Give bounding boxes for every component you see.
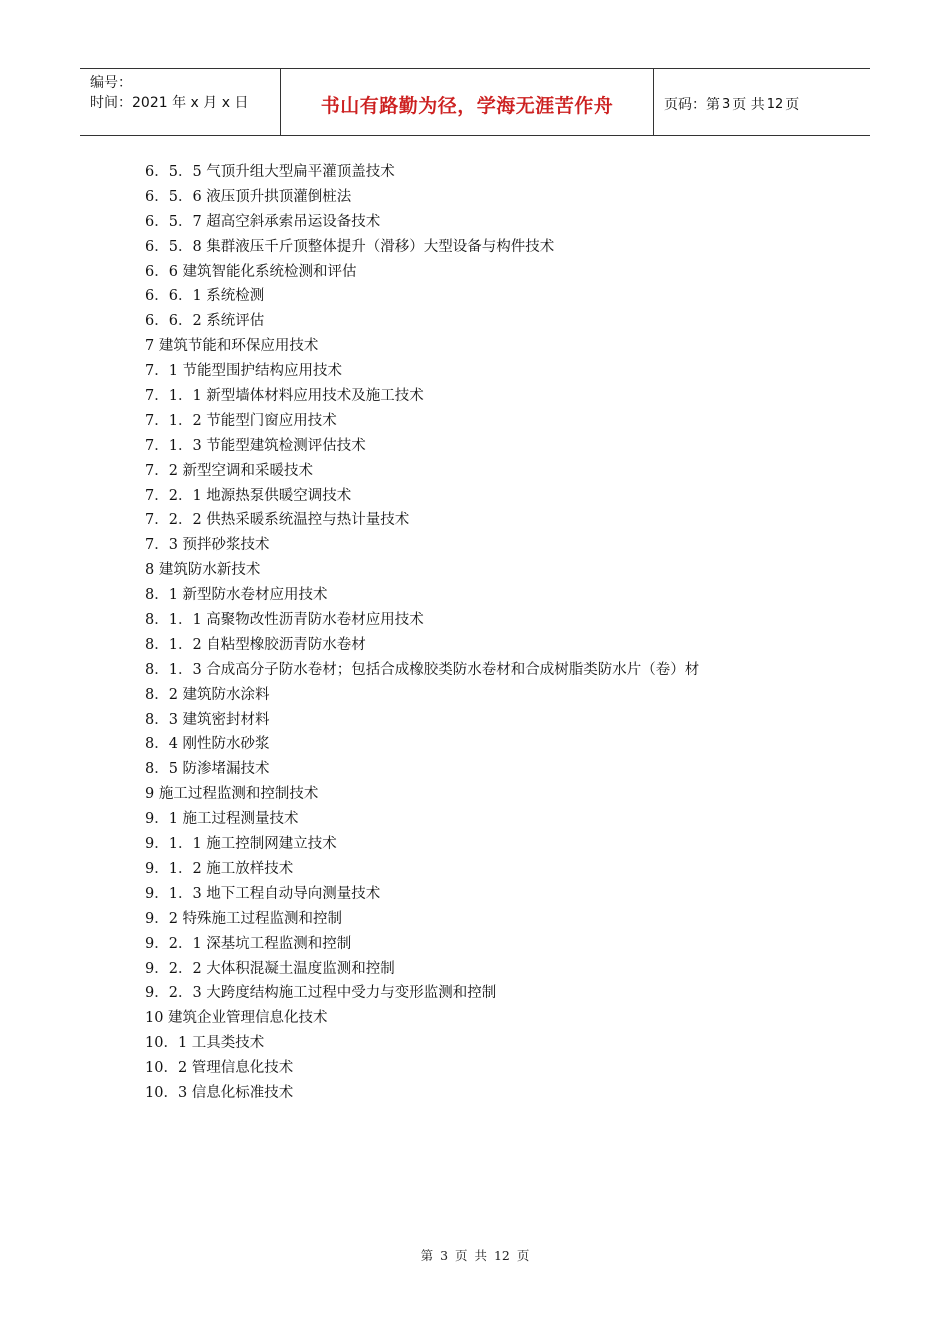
toc-item: 6．5．5 气顶升组大型扁平灌顶盖技术 [145, 164, 395, 180]
toc-item: 7．1．3 节能型建筑检测评估技术 [145, 437, 366, 454]
toc-item: 8 建筑防水新技术 [145, 562, 261, 579]
page-middle: 页 共 [732, 97, 765, 113]
toc-item: 7．2．1 地源热泵供暖空调技术 [145, 487, 352, 504]
toc-item: 8．3 建筑密封材料 [145, 711, 270, 728]
toc-item: 8．5 防渗堵漏技术 [145, 761, 270, 778]
toc-item: 6．5．6 液压顶升拱顶灌倒桩法 [145, 188, 352, 205]
serial-label: 编号： [90, 75, 132, 91]
toc-item: 8．4 刚性防水砂浆 [145, 736, 270, 753]
toc-item: 9．1．2 施工放样技术 [145, 860, 294, 877]
toc-item: 9．2．1 深基坑工程监测和控制 [145, 935, 352, 952]
toc-item: 9 施工过程监测和控制技术 [145, 786, 319, 803]
header-table [80, 68, 870, 136]
page-number-cell [654, 69, 870, 135]
motto-text: 书山有路勤为径，学海无涯苦作舟 [320, 94, 614, 117]
toc-item: 9．1 施工过程测量技术 [145, 811, 299, 828]
toc-item: 7．1．1 新型墙体材料应用技术及施工技术 [145, 388, 424, 405]
toc-item: 7．2 新型空调和采暖技术 [145, 462, 314, 479]
toc-item: 10．1 工具类技术 [145, 1035, 265, 1052]
toc-item: 6．6．1 系统检测 [145, 288, 265, 305]
toc-item: 7 建筑节能和环保应用技术 [145, 338, 319, 355]
toc-item: 8．1．2 自粘型橡胶沥青防水卷材 [145, 636, 366, 653]
toc-item: 8．2 建筑防水涂料 [145, 686, 270, 703]
toc-item: 10 建筑企业管理信息化技术 [145, 1010, 328, 1027]
page-suffix: 页 [785, 97, 800, 113]
toc-item: 6．5．7 超高空斜承索吊运设备技术 [145, 213, 381, 230]
page-total: 12 [766, 96, 784, 112]
toc-item: 6．5．8 集群液压千斤顶整体提升（滑移）大型设备与构件技术 [145, 238, 555, 255]
toc-item: 7．2．2 供热采暖系统温控与热计量技术 [145, 512, 410, 529]
toc-item: 10．3 信息化标准技术 [145, 1084, 294, 1101]
page-footer: 第 3 页 共 12 页 [420, 1248, 530, 1263]
toc-item: 7．1．2 节能型门窗应用技术 [145, 412, 337, 429]
page-prefix: 页码：第 [664, 97, 720, 113]
toc-list [145, 160, 845, 1106]
toc-item: 8．1 新型防水卷材应用技术 [145, 587, 328, 604]
toc-item: 7．3 预拌砂浆技术 [145, 537, 270, 554]
header-meta-cell [80, 69, 281, 135]
toc-item: 8．1．1 高聚物改性沥青防水卷材应用技术 [145, 612, 424, 629]
toc-item: 9．2．2 大体积混凝土温度监测和控制 [145, 960, 395, 977]
toc-item: 9．1．3 地下工程自动导向测量技术 [145, 885, 381, 902]
date-line: 时间：2021 年 x 月 x 日 [90, 95, 249, 111]
toc-item: 9．2．3 大跨度结构施工过程中受力与变形监测和控制 [145, 985, 497, 1002]
toc-item: 6．6 建筑智能化系统检测和评估 [145, 263, 357, 280]
page-current: 3 [722, 96, 731, 112]
motto-cell [281, 69, 654, 135]
toc-item: 6．6．2 系统评估 [145, 313, 265, 330]
toc-item: 7．1 节能型围护结构应用技术 [145, 363, 343, 380]
toc-item: 8．1．3 合成高分子防水卷材；包括合成橡胶类防水卷材和合成树脂类防水片（卷）材 [145, 661, 700, 678]
toc-item: 10．2 管理信息化技术 [145, 1060, 294, 1077]
toc-item: 9．2 特殊施工过程监测和控制 [145, 910, 343, 927]
toc-item: 9．1．1 施工控制网建立技术 [145, 836, 337, 853]
